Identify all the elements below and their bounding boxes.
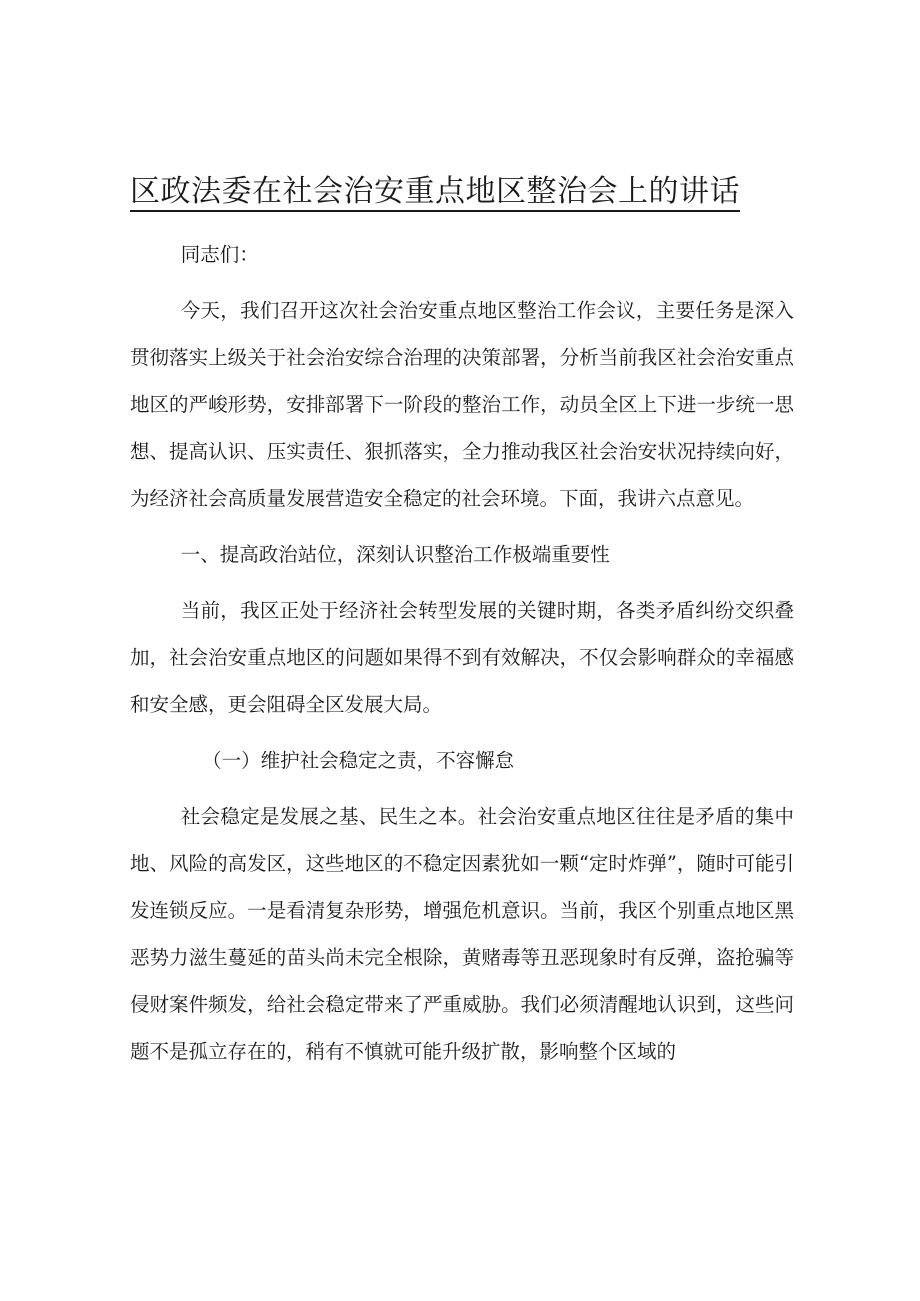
document-body [130, 231, 794, 1075]
paragraph-subsection-1: 社会稳定是发展之基、民生之本。社会治安重点地区往往是矛盾的集中地、风险的高发区，这些地区的不稳定因素犹如一颗“定时炸弹”，随时可能引发连锁反应。一是看清复杂形势，增强危机意识。当前，我区个别重点地区黑恶势力滋生蔓延的苗头尚未完全根除，黄赌毒等丑恶现象时有反弹，盗抢骗等侵财案件频发，给社会稳定带来了严重威胁。我们必须清醒地认识到，这些问题不是孤立存在的，稍有不慎就可能升级扩散，影响整个区域的 [130, 805, 794, 1063]
subsection-heading-1: （一）维护社会稳定之责，不容懈怠 [202, 749, 515, 772]
salutation: 同志们： [180, 243, 259, 266]
document-title [130, 168, 830, 216]
section-heading-1: 一、提高政治站位，深刻认识整治工作极端重要性 [180, 543, 610, 566]
paragraph-section-1: 当前，我区正处于经济社会转型发展的关键时期，各类矛盾纠纷交织叠加，社会治安重点地区的问题如果得不到有效解决，不仅会影响群众的幸福感和安全感，更会阻碍全区发展大局。 [130, 599, 794, 716]
paragraph-intro: 今天，我们召开这次社会治安重点地区整治工作会议，主要任务是深入贯彻落实上级关于社会治安综合治理的决策部署，分析当前我区社会治安重点地区的严峻形势，安排部署下一阶段的整治工作，动员全区上下进一步统一思想、提高认识、压实责任、狠抓落实，全力推动我区社会治安状况持续向好，为经济社会高质量发展营造安全稳定的社会环境。下面，我讲六点意见。 [130, 299, 794, 510]
document-title-text: 区政法委在社会治安重点地区整治会上的讲话 [130, 174, 740, 212]
